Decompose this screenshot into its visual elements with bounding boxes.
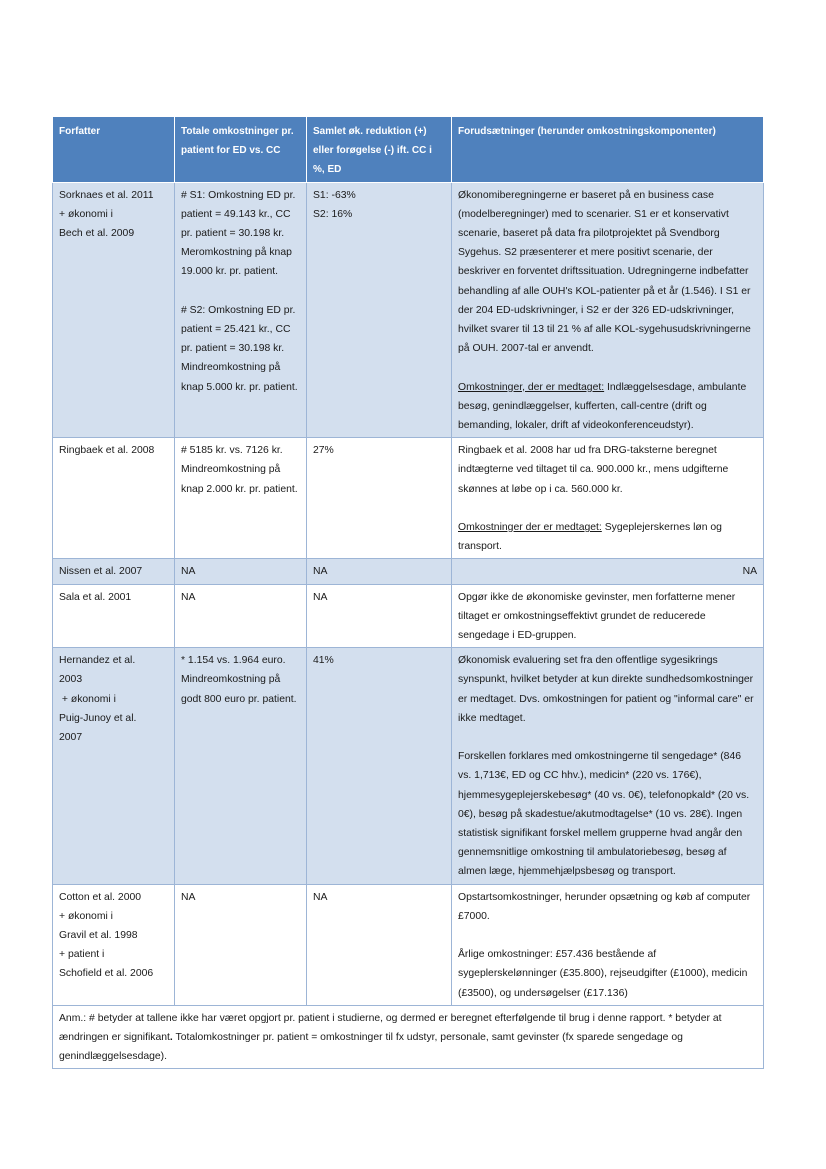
author-cell (53, 648, 175, 884)
cost-cell: NA (175, 884, 307, 1005)
author-line: 2007 (59, 732, 83, 744)
cost-cell (175, 182, 307, 438)
author-line: Sorknaes et al. 2011 (59, 189, 154, 201)
reduction-s1: S1: -63% (313, 189, 356, 201)
cost-cell: NA (175, 559, 307, 584)
author-line: + patient i (59, 949, 105, 961)
assumptions-cell (452, 182, 764, 438)
reduction-cell: NA (307, 884, 452, 1005)
cost-cell: # 5185 kr. vs. 7126 kr. Mindreomkostning på knap 2.000 kr. pr. patient. (175, 438, 307, 559)
assumptions-cell (452, 438, 764, 559)
assumptions-text: Økonomisk evaluering set fra den offentlige sygesikrings synspunkt, hvilket betyder at kun direkte sundhedsomkostninger er medtaget. Dvs. omkostningen for patient og "informal care" er ikke medtaget. (458, 655, 754, 724)
assumptions-text: Forskellen forklares med omkostningerne til sengedage* (846 vs. 1,713€, ED og CC hhv.), medicin* (220 vs. 176€), hjemmesygeplejerskebesøg* (40 vs. 0€), telefonopkald* (20 vs. 0€), besøg på skadestue/akutmodtagelse* (10 vs. 28€). Ingen statistisk signifikant forskel mellem grupperne hvad angår den gennemsnitlige omkostning til ambulatoriebesøg, besøg af almen læge, hjemmehjælpsbesøg og transport. (458, 751, 750, 878)
assumptions-text: Ringbaek et al. 2008 har ud fra DRG-taksterne beregnet indtægterne ved tiltaget til ca. 900.000 kr., mens udgifterne skønnes at løbe op i ca. 560.000 kr. (458, 445, 729, 495)
reduction-cell (307, 182, 452, 438)
assumptions-text: Økonomiberegningerne er baseret på en business case (modelberegninger) med to scenarier. S1 er et konservativt scenarie, baseret på data fra pilotprojektet på Svendborg Sygehus. S2 præsenterer et mere positivt scenarie, der beskriver en forventet driftssituation. Udregningerne indbefatter behandling af alle OUH's KOL-patienter på et år (1.546). I S1 er der 204 ED-udskrivninger, i S2 er der 326 ED-udskrivninger, hvilket svarer til 13 til 21 % af alle KOL-sygehusudskrivningerne på OUH. 2007-tal er anvendt. (458, 189, 751, 355)
note-text: Totalomkostninger pr. patient = omkostninger til fx udstyr, personale, samt gevinster (fx sparede sengedage og genindlæggelsesdage). (59, 1032, 683, 1063)
author-cell (53, 884, 175, 1005)
header-assumptions: Forudsætninger (herunder omkostningskomponenter) (452, 117, 764, 183)
author-cell: Ringbaek et al. 2008 (53, 438, 175, 559)
author-line: + økonomi i (59, 910, 113, 922)
reduction-cell: NA (307, 584, 452, 648)
reduction-cell: NA (307, 559, 452, 584)
author-line: 2003 (59, 674, 83, 686)
assumptions-text: Indlæggelsesdage, ambulante besøg, genindlæggelser, kufferten, call-centre (drift og bemanding, lokaler, drift af videokonferenceudstyr). (458, 381, 747, 432)
author-line: Puig-Junoy et al. (59, 712, 137, 724)
note-period: . (169, 1032, 173, 1044)
assumptions-cell (452, 648, 764, 884)
header-author: Forfatter (53, 117, 175, 183)
header-reduction: Samlet øk. reduktion (+) eller forøgelse (-) ift. CC i %, ED (307, 117, 452, 183)
header-total-cost: Totale omkostninger pr. patient for ED vs. CC (175, 117, 307, 183)
assumptions-label: Omkostninger, der er medtaget: (458, 381, 605, 393)
note-row (53, 1005, 764, 1069)
assumptions-text: Årlige omkostninger: £57.436 bestående af sygeplerskelønninger (£35.800), rejseudgifter (£1000), medicin (£3500), og undersøgelser (£17.136) (458, 949, 748, 999)
reduction-cell: 41% (307, 648, 452, 884)
author-cell (53, 182, 175, 438)
table-row (53, 559, 764, 584)
table-row (53, 584, 764, 648)
cost-scenario-2: # S2: Omkostning ED pr. patient = 25.421 kr., CC pr. patient = 30.198 kr. Mindreomkostning på knap 5.000 kr. pr. patient. (181, 304, 298, 393)
cost-table (52, 116, 764, 1069)
author-line: Bech et al. 2009 (59, 228, 135, 240)
reduction-s2: S2: 16% (313, 208, 353, 220)
author-cell: Sala et al. 2001 (53, 584, 175, 648)
assumptions-cell (452, 884, 764, 1005)
assumptions-text: Opstartsomkostninger, herunder opsætning og køb af computer £7000. (458, 891, 751, 922)
assumptions-cell: NA (452, 559, 764, 584)
table-row (53, 438, 764, 559)
table-row (53, 182, 764, 438)
author-line: + økonomi i (59, 693, 116, 705)
reduction-cell: 27% (307, 438, 452, 559)
author-line: Cotton et al. 2000 (59, 891, 142, 903)
cost-scenario-1: # S1: Omkostning ED pr. patient = 49.143 kr., CC pr. patient = 30.198 kr. Meromkostning på knap 19.000 kr. pr. patient. (181, 189, 296, 278)
cost-cell: * 1.154 vs. 1.964 euro. Mindreomkostning på godt 800 euro pr. patient. (175, 648, 307, 884)
assumptions-cell: Opgør ikke de økonomiske gevinster, men forfatterne mener tiltaget er omkostningseffektivt grundet de reducerede sengedage i ED-gruppen. (452, 584, 764, 648)
table-row (53, 884, 764, 1005)
note-text: Anm.: # betyder at tallene ikke har været opgjort pr. patient i studierne, og dermed er beregnet efterfølgende til brug i denne rapport. * betyder at ændringen er signifikant (59, 1012, 722, 1044)
table-note (53, 1005, 764, 1069)
header-row (53, 117, 764, 183)
cost-cell: NA (175, 584, 307, 648)
table-row (53, 648, 764, 884)
author-line: Schofield et al. 2006 (59, 968, 154, 980)
assumptions-text: Sygeplejerskernes løn og transport. (458, 522, 722, 553)
author-line: Hernandez et al. (59, 655, 136, 667)
author-line: + økonomi i (59, 208, 113, 220)
author-line: Gravil et al. 1998 (59, 930, 138, 942)
assumptions-label: Omkostninger der er medtaget: (458, 522, 602, 534)
author-cell: Nissen et al. 2007 (53, 559, 175, 584)
